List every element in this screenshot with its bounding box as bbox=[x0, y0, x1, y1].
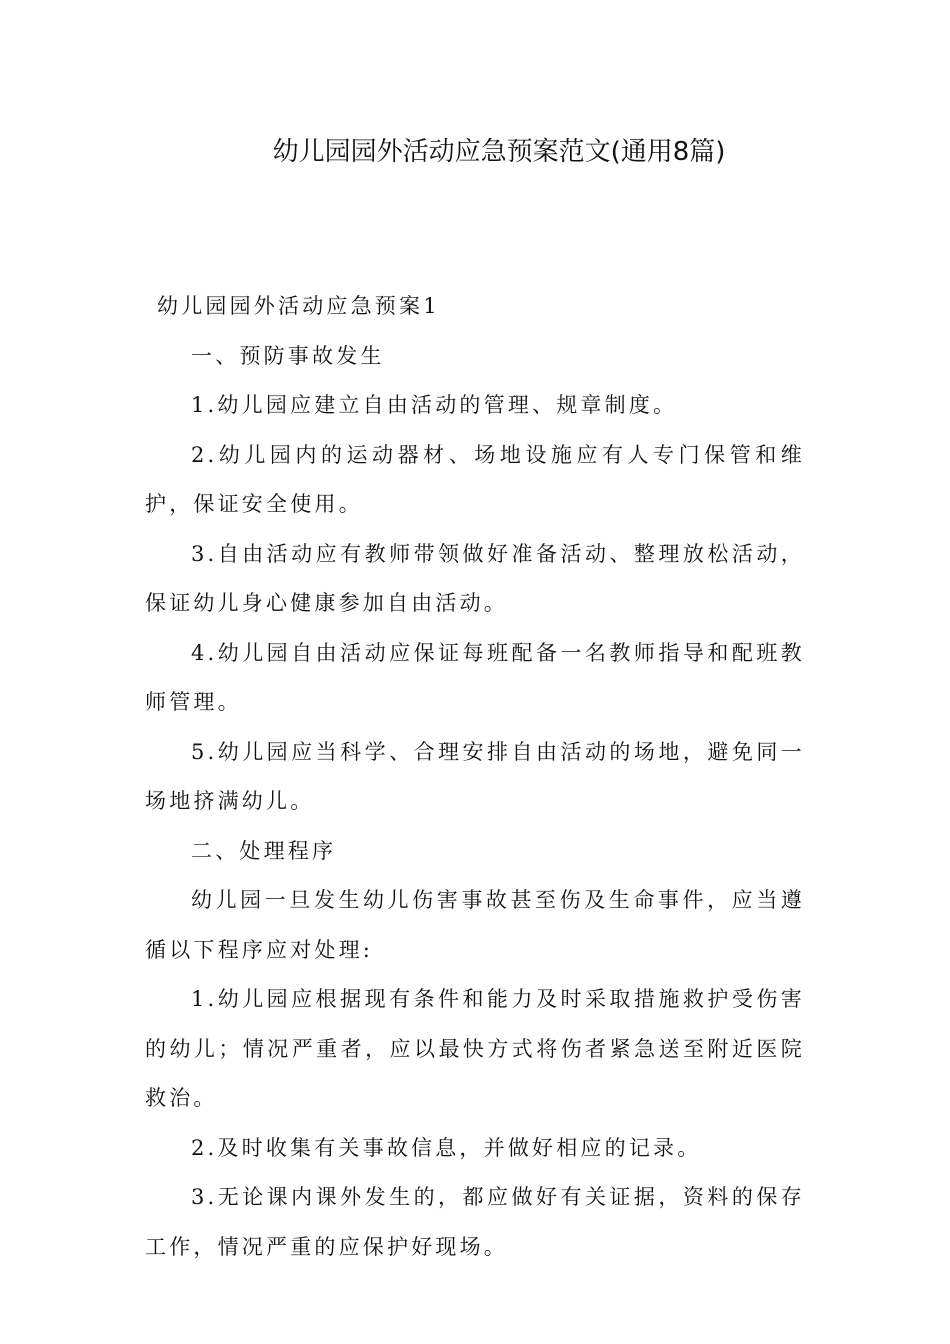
heading-prevention: 一、预防事故发生 bbox=[191, 343, 385, 368]
paragraph: 2.幼儿园内的运动器材、场地设施应有人专门保管和维护，保证安全使用。 bbox=[145, 442, 805, 516]
document-body bbox=[145, 282, 805, 1272]
document-title: 幼儿园园外活动应急预案范文(通用8篇) bbox=[272, 137, 726, 167]
paragraph: 5.幼儿园应当科学、合理安排自由活动的场地，避免同一场地挤满幼儿。 bbox=[145, 739, 805, 813]
paragraph: 4.幼儿园自由活动应保证每班配备一名教师指导和配班教师管理。 bbox=[145, 640, 805, 714]
paragraph: 幼儿园一旦发生幼儿伤害事故甚至伤及生命事件，应当遵循以下程序应对处理: bbox=[145, 888, 805, 962]
paragraph: 1.幼儿园应根据现有条件和能力及时采取措施救护受伤害的幼儿；情况严重者，应以最快方式将伤者紧急送至附近医院救治。 bbox=[145, 987, 805, 1110]
paragraph: 3.自由活动应有教师带领做好准备活动、整理放松活动，保证幼儿身心健康参加自由活动。 bbox=[145, 541, 805, 615]
heading-procedure: 二、处理程序 bbox=[191, 838, 337, 863]
section-title: 幼儿园园外活动应急预案1 bbox=[157, 294, 440, 318]
paragraph: 3.无论课内课外发生的，都应做好有关证据，资料的保存工作，情况严重的应保护好现场。 bbox=[145, 1185, 805, 1259]
paragraph: 2.及时收集有关事故信息，并做好相应的记录。 bbox=[191, 1135, 702, 1160]
paragraph: 1.幼儿园应建立自由活动的管理、规章制度。 bbox=[191, 393, 678, 417]
